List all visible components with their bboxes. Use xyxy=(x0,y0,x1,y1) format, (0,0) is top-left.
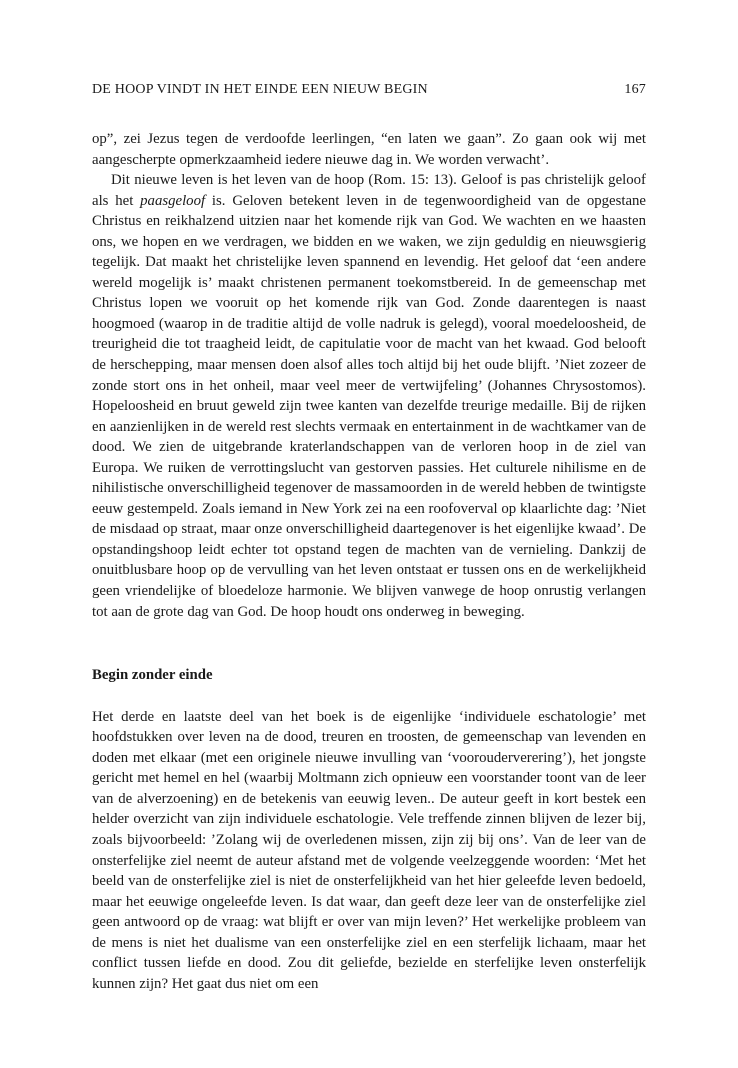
page-number: 167 xyxy=(624,82,646,97)
emphasis-paasgeloof: paasgeloof xyxy=(140,192,206,209)
paragraph-eschatology: Het derde en laatste deel van het boek is de eigenlijke ‘individuele eschatologie’ met hoofdstukken over leven na de dood, treuren en troosten, de gemeenschap van levenden en doden met elkaar (met een originele nieuwe invulling van ‘voorouderverering’), het jongste gericht met hemel en hel (waarbij Moltmann zich opnieuw een voorstander toont van de leer van de alverzoening) en de betekenis van eeuwig leven.. De auteur geeft in kort bestek een helder overzicht van zijn individuele eschatologie. Vele treffende zinnen blijven de lezer bij, zoals bijvoorbeeld: ’Zolang wij de overledenen missen, zijn zij bij ons’. Van de leer van de onsterfelijke ziel neemt de auteur afstand met de volgende veelzeggende woorden: ‘Met het beeld van de onsterfelijke ziel is niet de onsterfelijkheid van het hier geleefde leven bedoeld, maar het eeuwige ongeleefde leven. Is dat waar, dan geeft deze leer van de onsterfelijke ziel geen antwoord op de vraag: wat blijft er over van mijn leven?’ Het werkelijke probleem van de mens is niet het dualisme van een onsterfelijke ziel en een sterfelijk lichaam, maar het conflict tussen liefde en dood. Zou dit geliefde, bezielde en sterfelijke leven onsterfelijk kunnen zijn? Het gaat dus niet om een xyxy=(92,708,646,992)
main-text xyxy=(92,129,646,994)
paragraph-continuation: op”, zei Jezus tegen de verdoofde leerlingen, “en laten we gaan”. Zo gaan ook wij met aangescherpte opmerkzaamheid iedere nieuwe dag in. We worden verwacht’. xyxy=(92,131,646,168)
running-title: DE HOOP VINDT IN HET EINDE EEN NIEUW BEGIN xyxy=(92,82,428,97)
paragraph-hope-start: Dit nieuwe leven is het leven van de hoop (Rom. 15: 13). Geloof is pas christelijk geloof als het xyxy=(92,172,646,209)
paragraph-hope xyxy=(92,170,646,622)
running-header xyxy=(92,82,646,102)
book-page xyxy=(92,82,646,994)
paragraph-hope-rest: is. Geloven betekent leven in de tegenwoordigheid van de opgestane Christus en reikhalzend uitzien naar het komende rijk van God. We wachten en we haasten ons, we hopen en we verdragen, we bidden en we waken, we zijn geduldig en nieuwsgierig tegelijk. Dat maakt het christelijke leven spannend en levendig. Het geloof dat ‘een andere wereld mogelijk is’ maakt christenen permanent toekomstbereid. In de gemeenschap met Christus lopen we vooruit op het komende rijk van God. Zonde daarentegen is naast hoogmoed (waarop in de traditie altijd de volle nadruk is gelegd), vooral moedeloosheid, de treurigheid die tot traagheid leidt, de capitulatie voor de macht van het kwaad. God belooft de herschepping, maar mensen doen alsof alles toch altijd bij het oude blijft. ’Niet zozeer de zonde stort ons in het onheil, maar veel meer de vertwijfeling’ (Johannes Chrysostomos). Hopeloosheid en bruut geweld zijn twee kanten van dezelfde treurige medaille. Bij de rijken en aanzienlijken in de wereld rest slechts vermaak en entertainment in de wachtkamer van de dood. We zien de uitgebrande kraterlandschappen van de verloren hoop in de ziel van Europa. We ruiken de verrottingslucht van gestorven passies. Het culturele nihilisme en de nihilistische onverschilligheid tegenover de massamoorden in de wereld hebben de twintigste eeuw gestempeld. Zoals iemand in New York zei na een roofoverval op klaarlichte dag: ’Niet de misdaad op straat, maar onze onverschilligheid daartegenover is het eigenlijke kwaad’. De opstandingshoop leidt echter tot opstand tegen de machten van de vernieling. Dankzij de onuitblusbare hoop op de vervulling van het leven ontstaat er tussen ons en de werkelijkheid geen vriendelijke of bloedeloze harmonie. We blijven vanwege de hoop onrustig verlangen tot aan de grote dag van God. De hoop houdt ons onderweg in beweging. xyxy=(92,192,646,620)
section-heading: Begin zonder einde xyxy=(92,667,213,684)
